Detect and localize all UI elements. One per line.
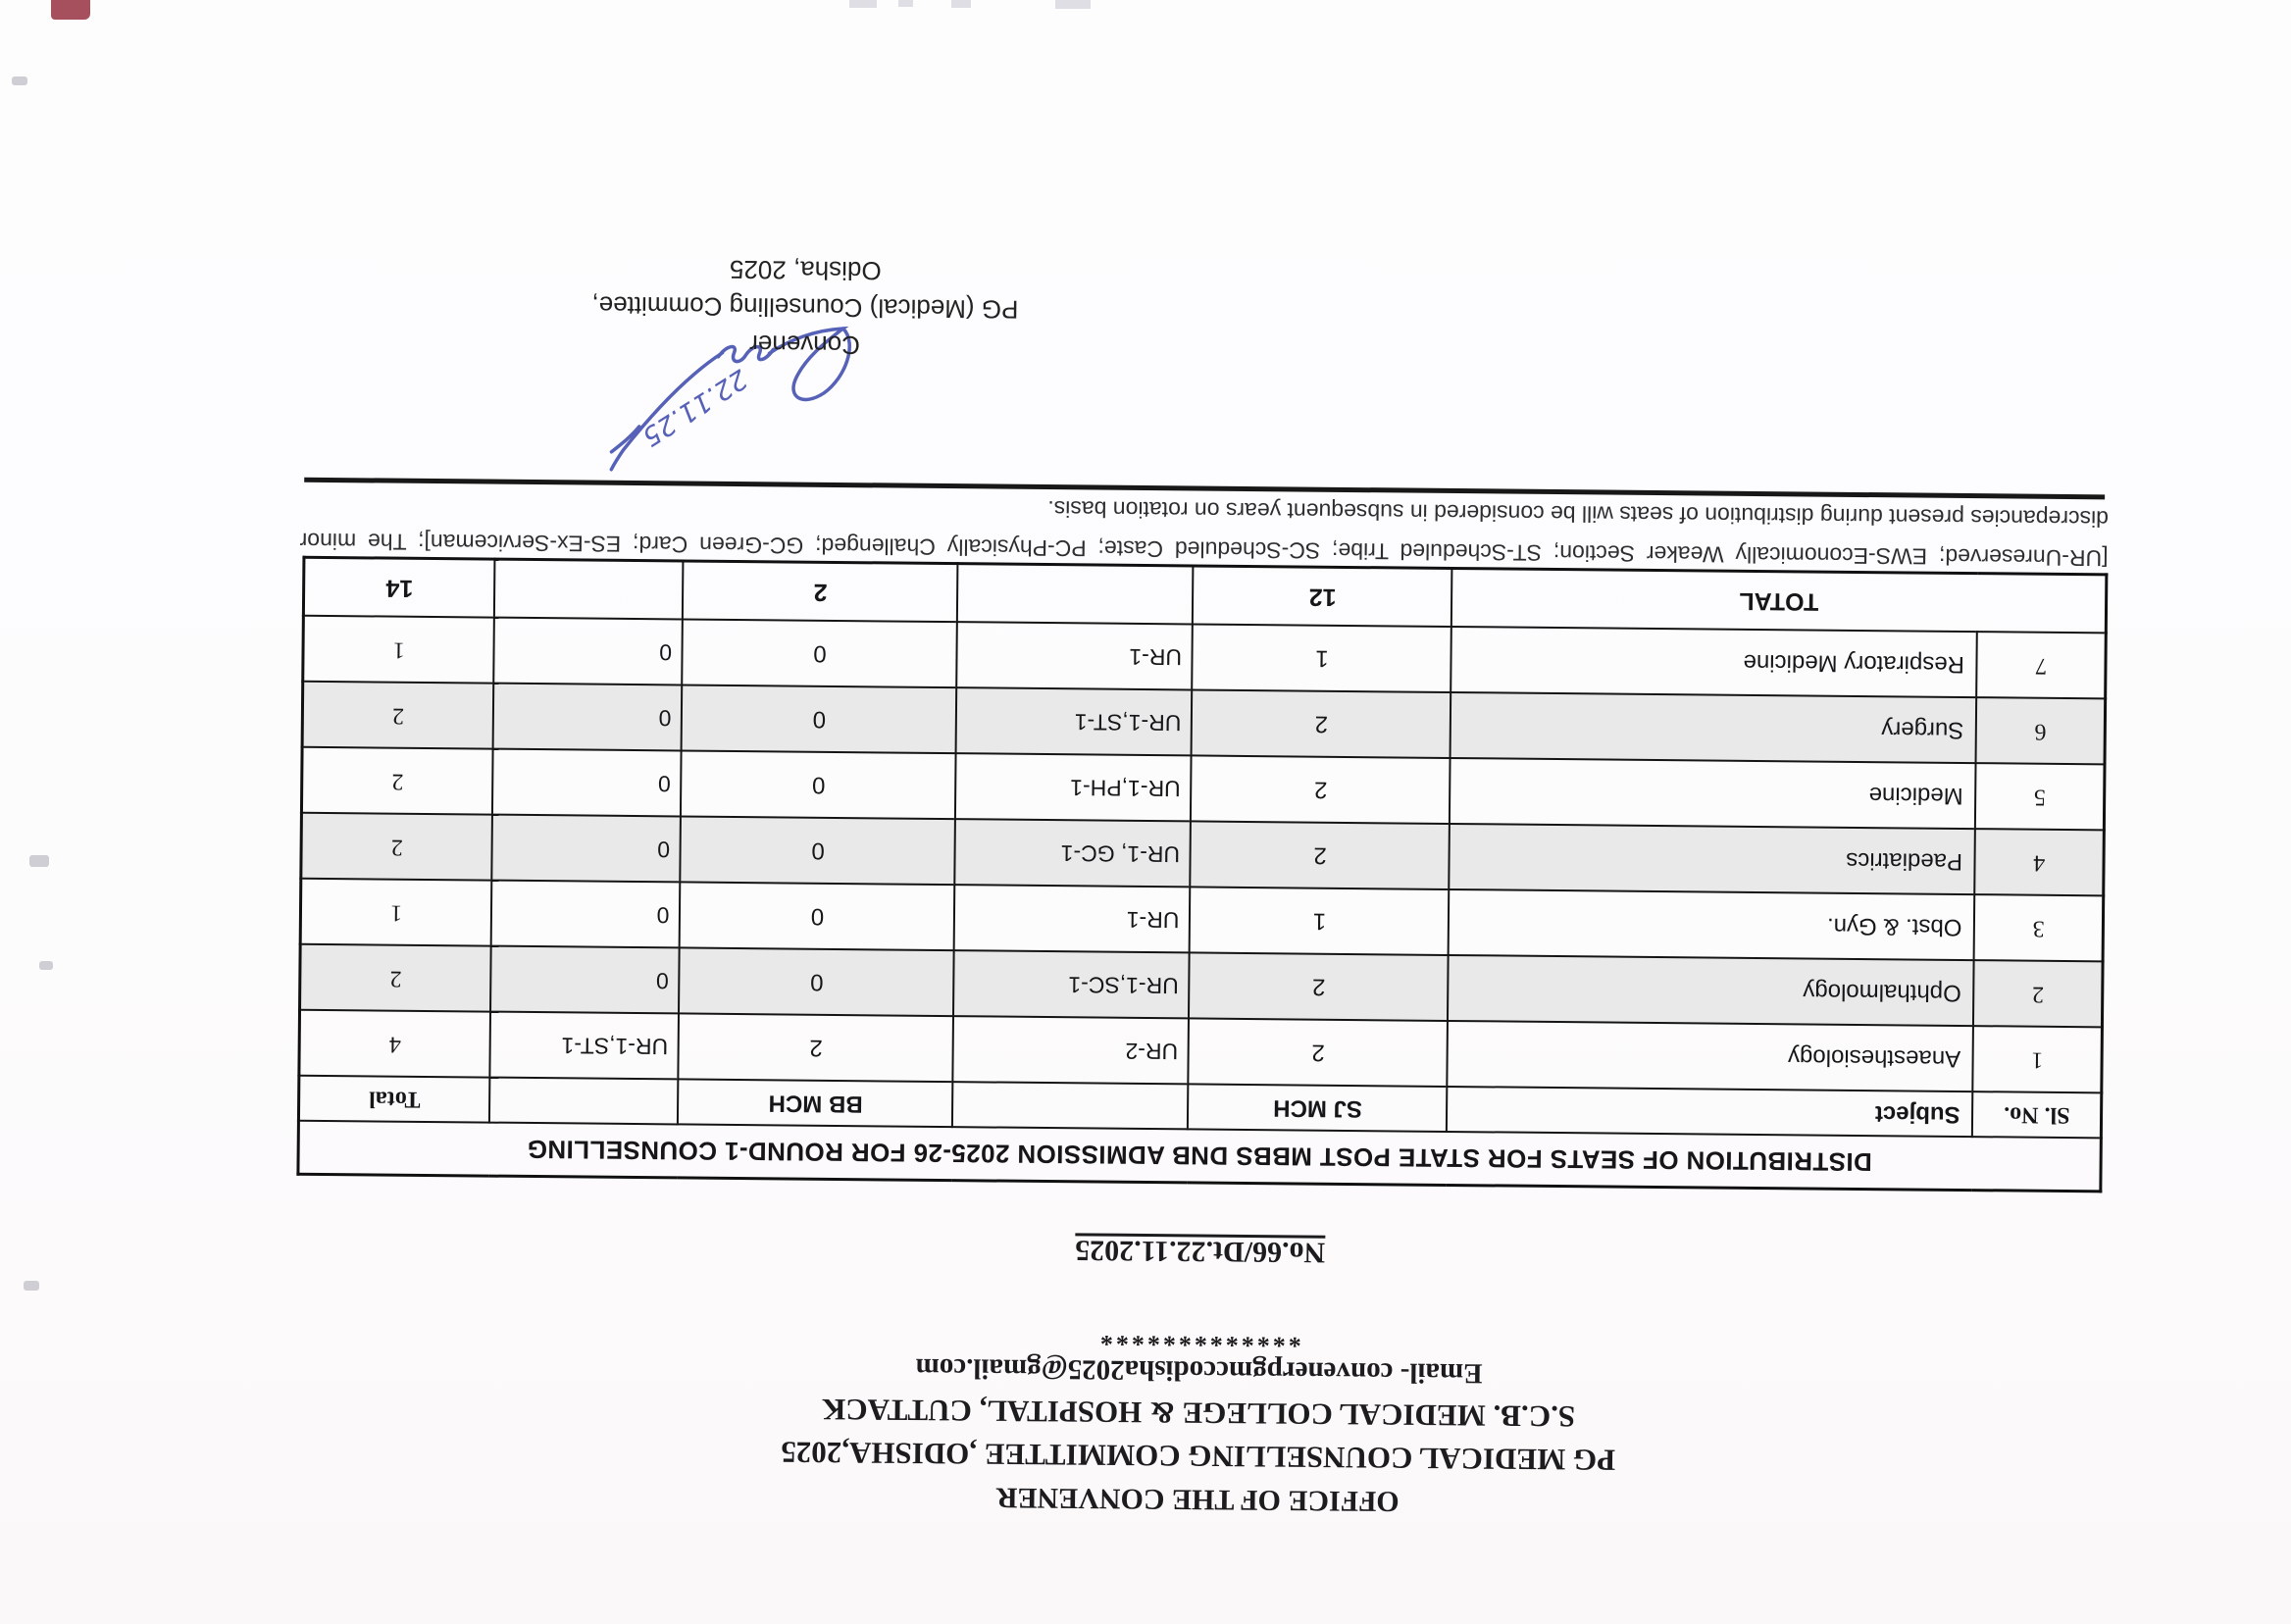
cell-sl: 2 xyxy=(1973,960,2103,1027)
cell-sj-seats: 1 xyxy=(1190,887,1450,955)
reference-number: No.66/Dt.22.11.2025 xyxy=(1075,1234,1326,1269)
col-header-sl-no: Sl. No. xyxy=(1972,1091,2101,1138)
cell-bb-category: 0 xyxy=(491,881,681,948)
scan-artifact xyxy=(849,0,877,8)
scan-artifact xyxy=(29,855,49,867)
scan-artifact xyxy=(1055,0,1091,9)
scan-artifact xyxy=(12,76,27,85)
scan-artifact xyxy=(898,0,913,7)
cell-sl: 5 xyxy=(1975,763,2105,830)
cell-sj-seats: 1 xyxy=(1193,624,1452,692)
cell-subject: Ophthalmology xyxy=(1448,955,1974,1026)
signatory-org: PG (Medical) Counselling Committee, xyxy=(591,290,1019,325)
cell-bb-seats: 2 xyxy=(679,1013,954,1082)
col-header-total: Total xyxy=(298,1076,490,1123)
total-grand: 14 xyxy=(303,557,495,617)
cell-sl: 7 xyxy=(1977,632,2107,698)
cell-sj-category: UR-2 xyxy=(953,1016,1190,1084)
cell-sj-category: UR-1,SC-1 xyxy=(953,950,1190,1018)
cell-subject: Surgery xyxy=(1451,692,1977,763)
cell-bb-seats: 0 xyxy=(681,750,956,819)
cell-bb-seats: 0 xyxy=(680,947,955,1016)
scan-artifact xyxy=(39,961,53,970)
total-bb-seats: 2 xyxy=(683,561,958,622)
total-bb-category-blank xyxy=(494,559,684,619)
cell-total: 1 xyxy=(300,879,492,946)
cell-subject: Paediatrics xyxy=(1450,824,1976,894)
office-line: OFFICE OF THE CONVENER xyxy=(995,1481,1400,1518)
signatory-place-year: Odisha, 2025 xyxy=(729,254,882,286)
cell-bb-category: 0 xyxy=(491,946,681,1014)
cell-sj-seats: 2 xyxy=(1189,1018,1449,1087)
cell-sj-category: UR-1,ST-1 xyxy=(956,687,1193,755)
col-header-bb-mch: BB MCH xyxy=(678,1079,952,1127)
signatory-title: Convener xyxy=(749,330,861,361)
cell-sl: 1 xyxy=(1973,1026,2103,1092)
col-header-sj-category-blank xyxy=(952,1082,1188,1129)
college-line: S.C.B. MEDICAL COLLEGE & HOSPITAL, CUTTACK xyxy=(821,1392,1576,1435)
cell-sj-seats: 2 xyxy=(1191,755,1451,824)
cell-sl: 4 xyxy=(1975,829,2105,895)
email-line: Email- convenerpgmccodisha2025@gmail.com xyxy=(915,1351,1483,1390)
separator-stars: ************* xyxy=(1096,1322,1301,1353)
cell-bb-category: 0 xyxy=(493,684,683,751)
cell-total: 2 xyxy=(301,747,493,815)
seat-distribution-table xyxy=(296,556,2108,1193)
cell-bb-seats: 0 xyxy=(682,685,957,753)
cell-total: 2 xyxy=(301,813,493,881)
letterhead xyxy=(296,1316,2101,1530)
cell-sj-category: UR-1, GC-1 xyxy=(955,819,1192,887)
cell-sj-category: UR-1 xyxy=(957,622,1194,689)
table-title: DISTRIBUTION OF SEATS FOR STATE POST MBBS DNB ADMISSION 2025-26 FOR ROUND-1 COUNSELLING xyxy=(298,1121,2102,1192)
scan-artifact-red-mark xyxy=(51,0,90,20)
cell-total: 2 xyxy=(302,682,494,749)
footnote-legend: [UR-Unreserved; EWS-Economically Weaker Section; ST-Scheduled Tribe; SC-Scheduled Caste; PC-Physically Challenged; GC-Green Card; ES-Ex-Serviceman]; The minor discrepancies present during distribution of seats will be considered in subsequent years on rotation basis. xyxy=(299,496,2110,572)
cell-sl: 3 xyxy=(1974,894,2104,961)
cell-total: 1 xyxy=(303,616,495,684)
cell-bb-seats: 0 xyxy=(680,882,955,950)
cell-sj-seats: 2 xyxy=(1192,689,1451,758)
scan-artifact xyxy=(24,1281,39,1291)
col-header-bb-category-blank xyxy=(489,1078,678,1125)
cell-bb-seats: 0 xyxy=(681,816,956,885)
col-header-sj-mch: SJ MCH xyxy=(1188,1084,1447,1132)
cell-sj-category: UR-1 xyxy=(954,885,1191,952)
signatory-block xyxy=(588,250,1021,366)
total-sj-category-blank xyxy=(957,564,1194,625)
cell-total: 2 xyxy=(299,944,491,1012)
cell-bb-category: 0 xyxy=(494,618,684,685)
cell-total: 4 xyxy=(299,1010,491,1078)
signature-date: 22.11.25 xyxy=(636,363,753,452)
cell-subject: Medicine xyxy=(1450,758,1976,829)
cell-sj-seats: 2 xyxy=(1191,821,1451,889)
total-label: TOTAL xyxy=(1451,568,2107,633)
col-header-subject: Subject xyxy=(1447,1087,1972,1137)
cell-subject: Anaesthesiology xyxy=(1448,1021,1974,1091)
total-sj-seats: 12 xyxy=(1193,566,1452,627)
cell-bb-category: 0 xyxy=(492,815,682,883)
cell-subject: Respiratory Medicine xyxy=(1451,627,1978,697)
committee-line: PG MEDICAL COUNSELLING COMMITTEE ,ODISHA,2025 xyxy=(781,1435,1616,1478)
cell-bb-category: UR-1,ST-1 xyxy=(490,1012,680,1080)
scan-artifact xyxy=(951,0,971,8)
cell-sj-category: UR-1,PH-1 xyxy=(955,753,1192,821)
cell-bb-seats: 0 xyxy=(683,619,958,687)
cell-bb-category: 0 xyxy=(492,749,682,817)
cell-sl: 6 xyxy=(1976,697,2106,764)
cell-subject: Obst. & Gyn. xyxy=(1449,889,1975,960)
reference-number-line xyxy=(299,1226,2102,1277)
cell-sj-seats: 2 xyxy=(1189,952,1449,1021)
